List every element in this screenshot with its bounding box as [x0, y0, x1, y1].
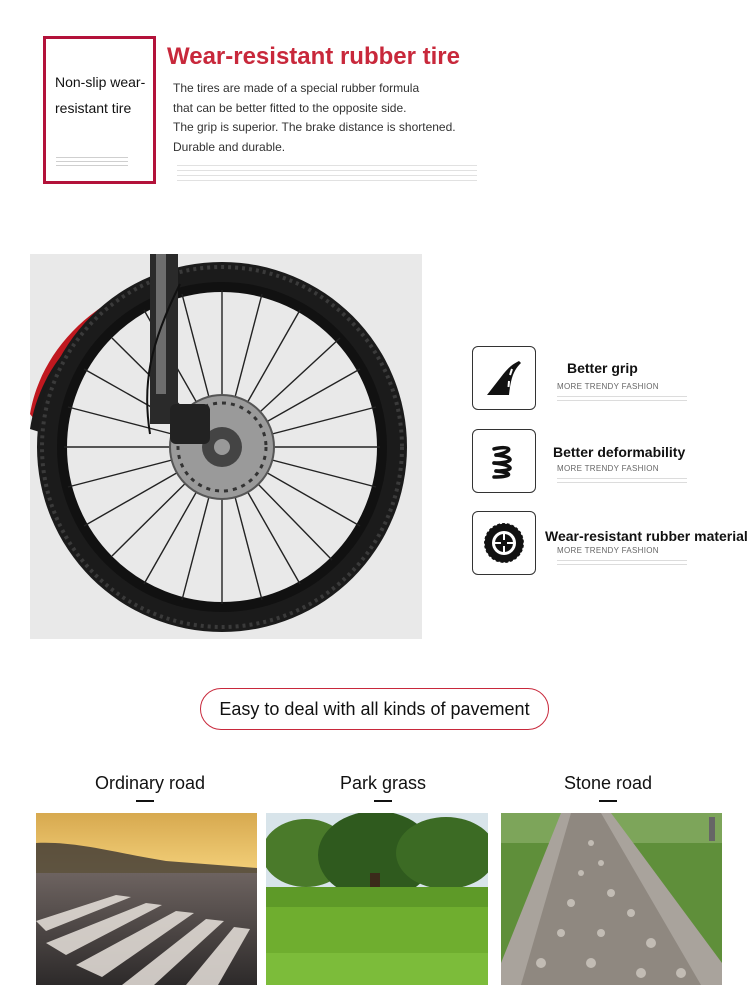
road-label: Stone road: [563, 773, 653, 793]
description-fine-print: [177, 165, 477, 185]
feature-fine-print: [557, 560, 687, 568]
pavement-banner: Easy to deal with all kinds of pavement: [200, 688, 549, 730]
tag-label: Non-slip wear-resistant tire: [55, 74, 146, 116]
tag-box: [43, 36, 156, 184]
description-line: that can be better fitted to the opposite side.: [173, 100, 407, 115]
road-label: Park grass: [339, 773, 427, 793]
spring-icon: [472, 429, 536, 493]
feature-title: Better grip: [567, 360, 638, 376]
tire-icon: [472, 511, 536, 575]
feature-title: Better deformability: [553, 444, 686, 460]
feature-title: Wear-resistant rubber material: [545, 528, 748, 544]
feature-subtitle: MORE TRENDY FASHION: [557, 546, 659, 555]
road-label-dash: [136, 800, 154, 802]
feature-fine-print: [557, 478, 687, 486]
feature-subtitle: MORE TRENDY FASHION: [557, 464, 659, 473]
description-line: The tires are made of a special rubber formula: [173, 81, 420, 95]
description: [173, 79, 456, 157]
ordinary-road-image: [36, 813, 257, 985]
description-line: Durable and durable.: [173, 139, 286, 154]
road-icon: [472, 346, 536, 410]
bike-wheel-image: [30, 254, 422, 639]
tag-fine-print: [56, 157, 128, 169]
road-label: Ordinary road: [94, 773, 206, 793]
feature-subtitle: MORE TRENDY FASHION: [557, 382, 659, 391]
road-label-dash: [599, 800, 617, 802]
road-label-dash: [374, 800, 392, 802]
headline: Wear-resistant rubber tire: [167, 43, 460, 70]
stone-road-image: [501, 813, 722, 985]
feature-fine-print: [557, 396, 687, 404]
description-line: The grip is superior. The brake distance is shortened.: [173, 120, 456, 134]
park-grass-image: [266, 813, 488, 985]
